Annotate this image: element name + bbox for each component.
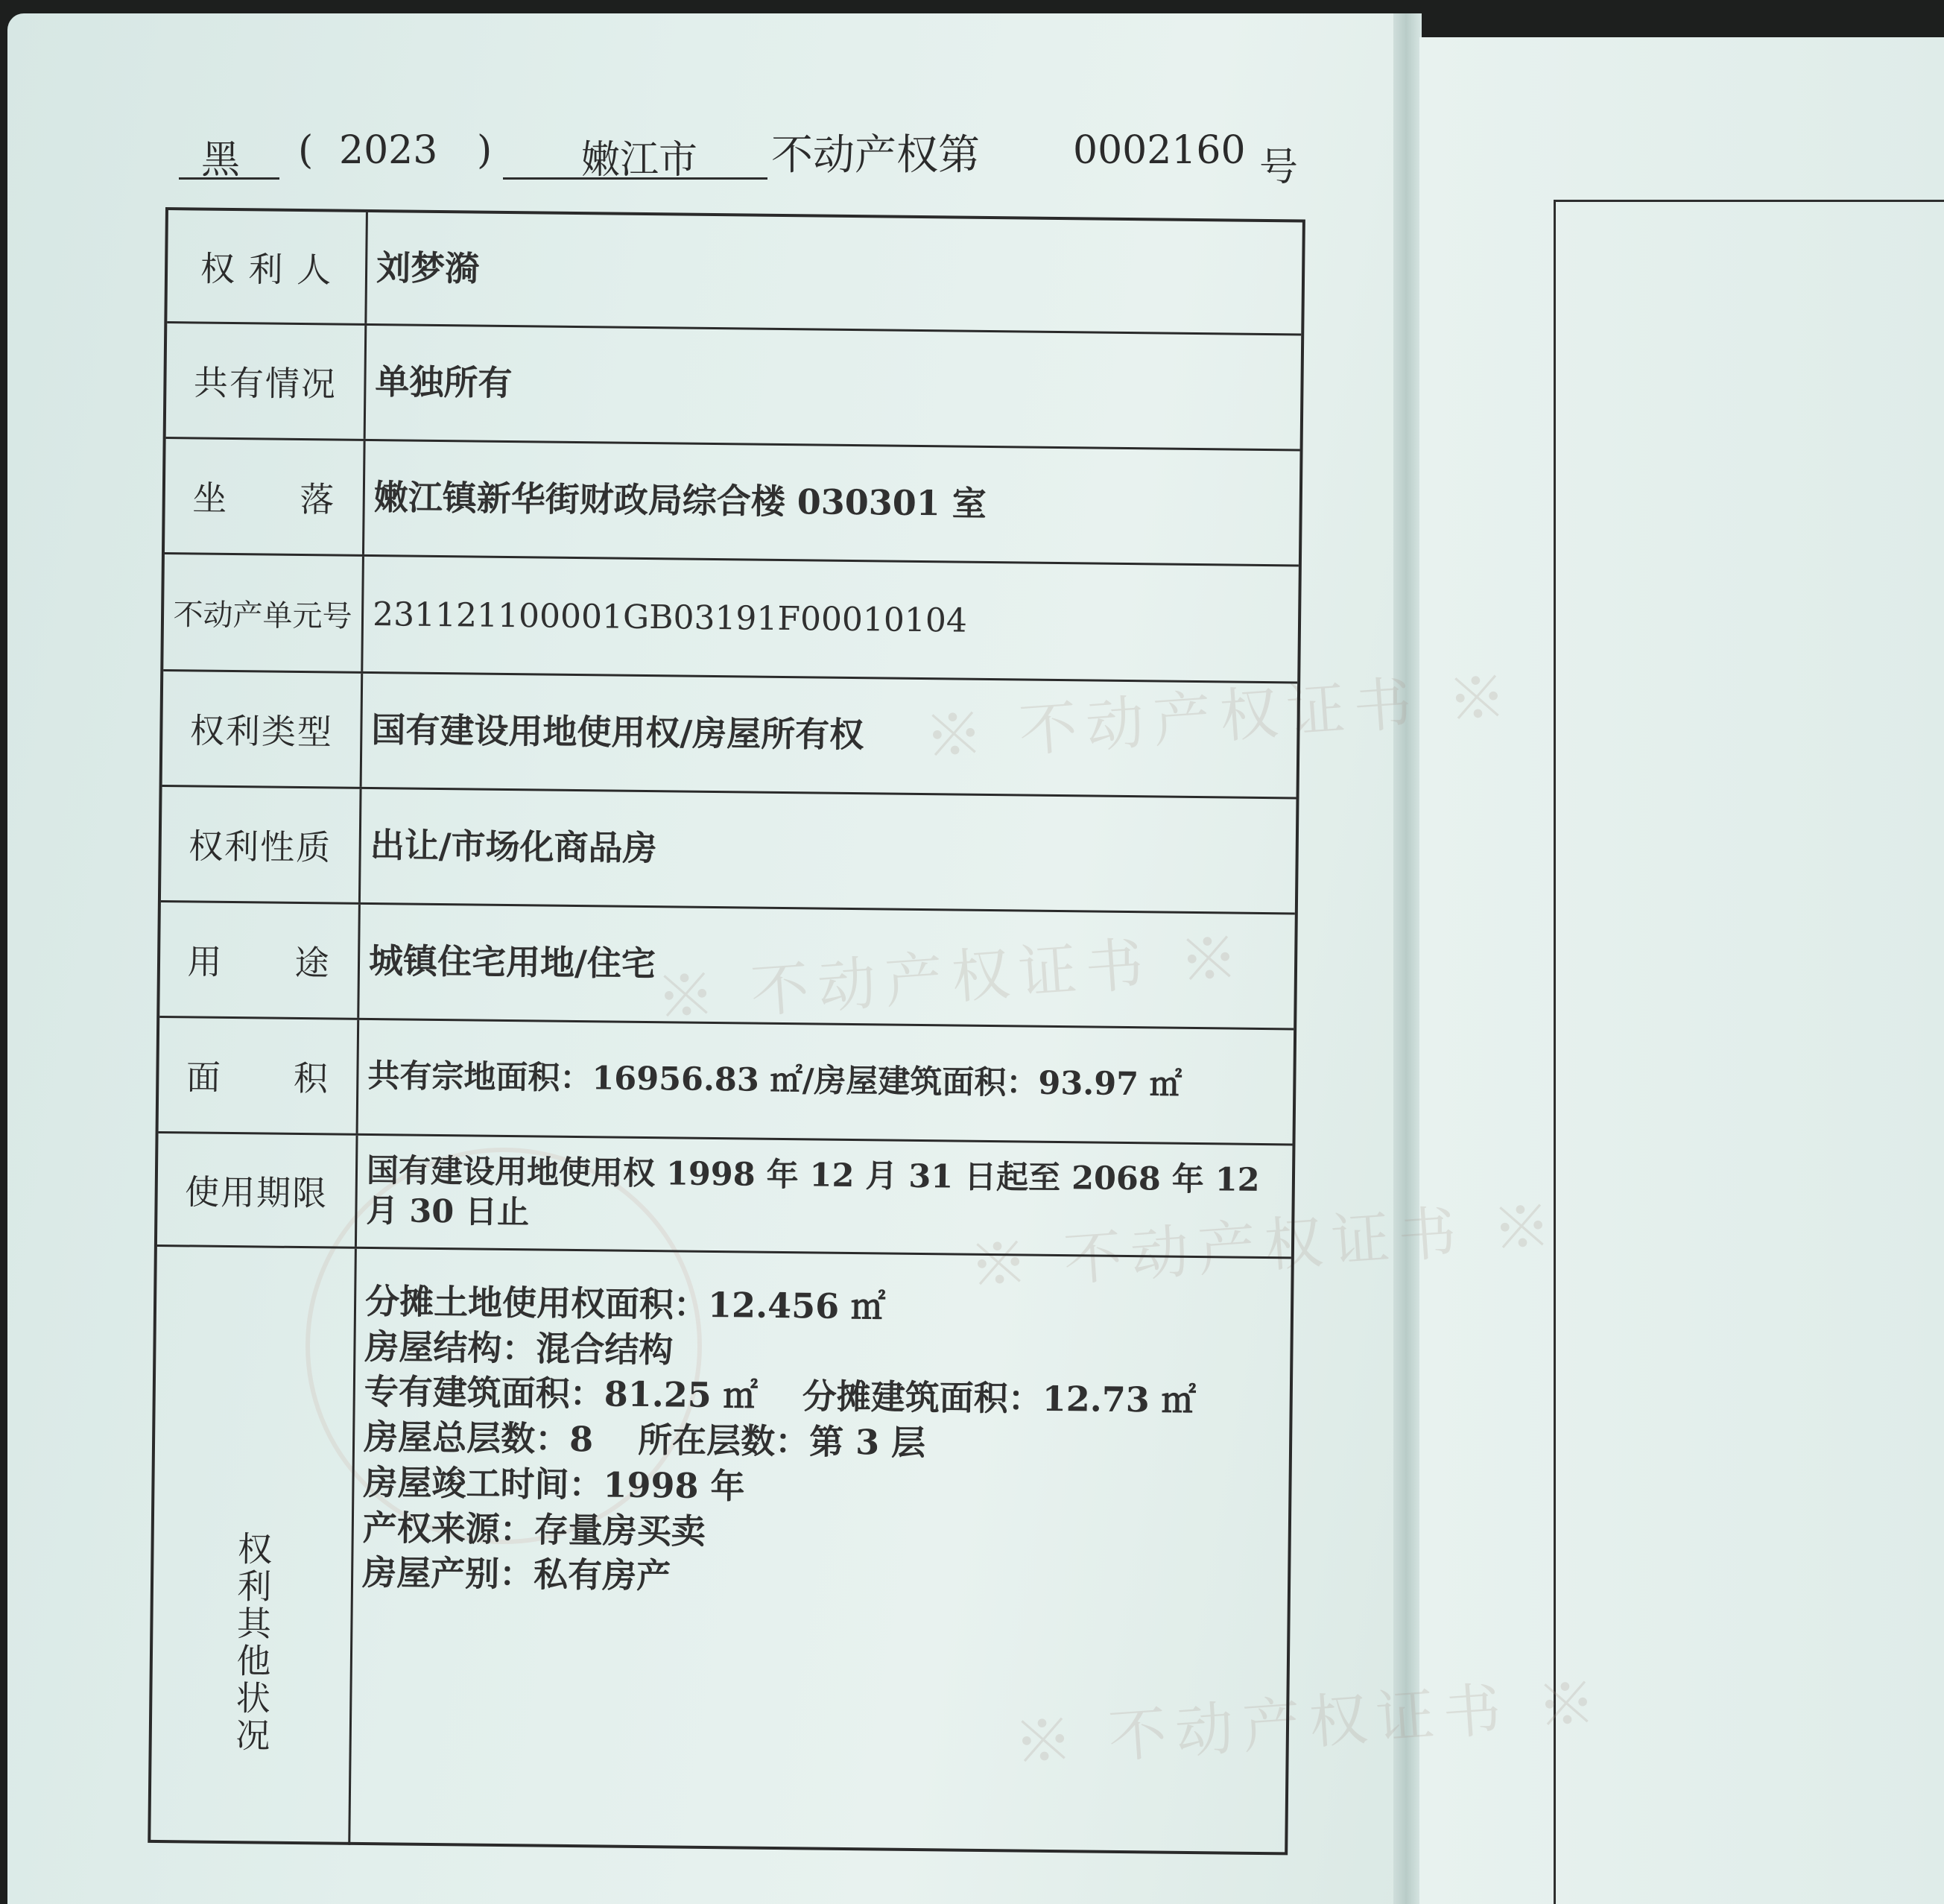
certificate-number: 0002160 bbox=[1073, 128, 1246, 173]
table-row bbox=[157, 1133, 1293, 1259]
watermark: ※ 不动产权证书 ※ bbox=[654, 924, 1250, 1033]
row-label: 权利性质 bbox=[161, 787, 362, 902]
other-line: 分摊土地使用权面积：12.456 ㎡ bbox=[364, 1280, 886, 1327]
table-row bbox=[165, 439, 1300, 566]
row-label: 权利类型 bbox=[162, 671, 364, 787]
right-page-frame bbox=[1554, 200, 1944, 1904]
row-value: 城镇住宅用地/住宅 bbox=[368, 940, 656, 984]
watermark: ※ 不动产权证书 ※ bbox=[922, 663, 1518, 772]
other-line bbox=[364, 1414, 926, 1466]
row-value: 共有宗地面积：16956.83 ㎡/房屋建筑面积：93.97 ㎡ bbox=[367, 1057, 1182, 1104]
table-row bbox=[159, 902, 1295, 1030]
other-line: 产权来源：存量房买卖 bbox=[362, 1507, 706, 1552]
other-line-part: 专有建筑面积：81.25 ㎡ bbox=[364, 1371, 759, 1417]
table-row bbox=[161, 787, 1296, 914]
row-label: 权利其他状况 bbox=[151, 1247, 357, 1845]
other-line: 房屋结构：混合结构 bbox=[364, 1326, 674, 1370]
row-value: 出让/市场化商品房 bbox=[370, 825, 657, 869]
table-row bbox=[162, 671, 1298, 799]
row-label: 面 积 bbox=[159, 1018, 360, 1133]
other-line-part: 分摊建筑面积：12.73 ㎡ bbox=[802, 1376, 1197, 1421]
certificate-middle-text: 不动产权第 bbox=[771, 131, 980, 180]
row-label: 使用期限 bbox=[157, 1133, 358, 1247]
paren-close: ) bbox=[477, 128, 493, 173]
certificate-number-line bbox=[179, 119, 1311, 190]
other-line-part: 所在层数：第 3 层 bbox=[637, 1420, 926, 1464]
row-label: 用 途 bbox=[159, 902, 361, 1018]
row-label: 坐 落 bbox=[165, 439, 366, 554]
paren-open: ( bbox=[298, 128, 314, 173]
year: 2023 bbox=[339, 128, 438, 173]
book-spine bbox=[1393, 13, 1422, 1904]
other-line: 房屋竣工时间：1998 年 bbox=[363, 1461, 745, 1507]
row-label: 共有情况 bbox=[166, 323, 367, 439]
table-row-other bbox=[151, 1247, 1291, 1855]
row-value: 国有建设用地使用权 1998 年 12 月 31 日起至 2068 年 12 月 30 日止 bbox=[366, 1151, 1260, 1231]
other-status-lines bbox=[359, 1249, 1276, 1855]
province-abbr: 黑 bbox=[201, 138, 241, 183]
other-line-part: 房屋总层数：8 bbox=[363, 1417, 594, 1460]
row-value: 单独所有 bbox=[375, 361, 513, 404]
row-label: 不动产单元号 bbox=[163, 554, 364, 671]
watermark: ※ 不动产权证书 ※ bbox=[967, 1192, 1563, 1301]
other-line: 房屋产别：私有房产 bbox=[361, 1552, 671, 1596]
underline bbox=[503, 177, 767, 180]
table-row bbox=[163, 554, 1299, 683]
row-label: 权 利 人 bbox=[167, 210, 368, 323]
row-value: 刘梦漪 bbox=[376, 247, 480, 289]
underline bbox=[179, 177, 279, 180]
number-suffix: 号 bbox=[1259, 145, 1299, 190]
row-value: 231121100001GB03191F00010104 bbox=[372, 595, 968, 640]
watermark: ※ 不动产权证书 ※ bbox=[1012, 1669, 1607, 1778]
table-row bbox=[166, 323, 1302, 451]
table-row bbox=[159, 1018, 1294, 1145]
city: 嫩江市 bbox=[581, 138, 698, 183]
row-value: 国有建设用地使用权/房屋所有权 bbox=[371, 709, 864, 756]
table-row bbox=[167, 210, 1302, 335]
certificate-table bbox=[148, 207, 1305, 1855]
row-value: 嫩江镇新华街财政局综合楼 030301 室 bbox=[373, 477, 987, 525]
